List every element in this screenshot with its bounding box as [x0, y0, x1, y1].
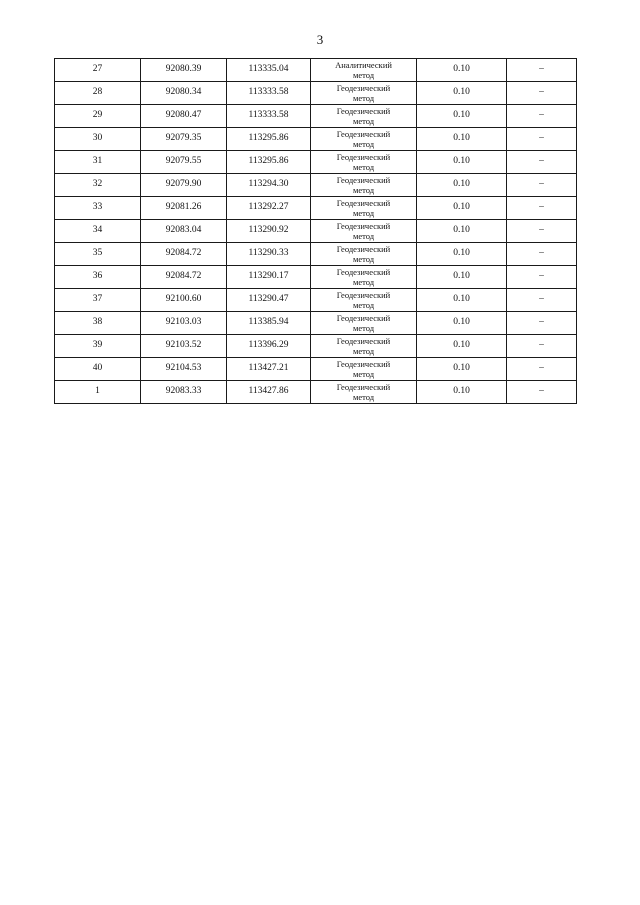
method-line-2: метод [352, 139, 375, 149]
point-number-cell: 30 [55, 128, 141, 151]
x-coordinate-cell: 92079.55 [141, 151, 227, 174]
point-number-cell: 27 [55, 59, 141, 82]
note-cell: – [507, 105, 577, 128]
method-cell [311, 358, 417, 381]
table-row [55, 174, 577, 197]
method-cell [311, 312, 417, 335]
method-line-2: метод [352, 70, 375, 80]
x-coordinate-cell: 92080.47 [141, 105, 227, 128]
y-coordinate-cell: 113294.30 [227, 174, 311, 197]
point-number-cell: 35 [55, 243, 141, 266]
note-cell: – [507, 335, 577, 358]
method-line-2: метод [352, 392, 375, 402]
table-row [55, 381, 577, 404]
x-coordinate-cell: 92079.90 [141, 174, 227, 197]
method-line-2: метод [352, 208, 375, 218]
method-line-2: метод [352, 93, 375, 103]
accuracy-cell: 0.10 [417, 381, 507, 404]
note-cell: – [507, 289, 577, 312]
accuracy-cell: 0.10 [417, 105, 507, 128]
method-line-2: метод [352, 116, 375, 126]
method-line-1: Геодезический [336, 83, 391, 93]
table-row [55, 289, 577, 312]
x-coordinate-cell: 92104.53 [141, 358, 227, 381]
method-line-1: Геодезический [336, 106, 391, 116]
point-number-cell: 28 [55, 82, 141, 105]
method-line-2: метод [352, 346, 375, 356]
y-coordinate-cell: 113396.29 [227, 335, 311, 358]
note-cell: – [507, 220, 577, 243]
table-row [55, 151, 577, 174]
method-cell [311, 197, 417, 220]
note-cell: – [507, 82, 577, 105]
point-number-cell: 29 [55, 105, 141, 128]
y-coordinate-cell: 113290.17 [227, 266, 311, 289]
method-line-1: Геодезический [336, 244, 391, 254]
method-line-2: метод [352, 300, 375, 310]
point-number-cell: 32 [55, 174, 141, 197]
y-coordinate-cell: 113292.27 [227, 197, 311, 220]
method-cell [311, 105, 417, 128]
y-coordinate-cell: 113290.92 [227, 220, 311, 243]
y-coordinate-cell: 113295.86 [227, 151, 311, 174]
method-line-1: Геодезический [336, 267, 391, 277]
point-number-cell: 31 [55, 151, 141, 174]
x-coordinate-cell: 92083.04 [141, 220, 227, 243]
accuracy-cell: 0.10 [417, 335, 507, 358]
accuracy-cell: 0.10 [417, 312, 507, 335]
point-number-cell: 38 [55, 312, 141, 335]
method-line-2: метод [352, 185, 375, 195]
method-line-1: Аналитический [335, 60, 392, 70]
table-row [55, 358, 577, 381]
accuracy-cell: 0.10 [417, 266, 507, 289]
method-line-1: Геодезический [336, 175, 391, 185]
method-line-1: Геодезический [336, 359, 391, 369]
note-cell: – [507, 59, 577, 82]
method-cell [311, 289, 417, 312]
note-cell: – [507, 312, 577, 335]
method-line-2: метод [352, 162, 375, 172]
accuracy-cell: 0.10 [417, 220, 507, 243]
point-number-cell: 37 [55, 289, 141, 312]
method-cell [311, 266, 417, 289]
accuracy-cell: 0.10 [417, 82, 507, 105]
x-coordinate-cell: 92081.26 [141, 197, 227, 220]
coordinates-table [54, 58, 577, 404]
method-line-2: метод [352, 277, 375, 287]
method-line-1: Геодезический [336, 290, 391, 300]
table-row [55, 266, 577, 289]
table-row [55, 105, 577, 128]
method-cell [311, 381, 417, 404]
point-number-cell: 39 [55, 335, 141, 358]
x-coordinate-cell: 92100.60 [141, 289, 227, 312]
accuracy-cell: 0.10 [417, 197, 507, 220]
method-line-2: метод [352, 369, 375, 379]
point-number-cell: 33 [55, 197, 141, 220]
method-line-1: Геодезический [336, 198, 391, 208]
method-cell [311, 335, 417, 358]
method-cell [311, 128, 417, 151]
y-coordinate-cell: 113335.04 [227, 59, 311, 82]
point-number-cell: 36 [55, 266, 141, 289]
method-cell [311, 82, 417, 105]
note-cell: – [507, 266, 577, 289]
table-row [55, 128, 577, 151]
note-cell: – [507, 128, 577, 151]
method-cell [311, 151, 417, 174]
accuracy-cell: 0.10 [417, 358, 507, 381]
method-line-2: метод [352, 254, 375, 264]
x-coordinate-cell: 92084.72 [141, 243, 227, 266]
accuracy-cell: 0.10 [417, 174, 507, 197]
point-number-cell: 34 [55, 220, 141, 243]
y-coordinate-cell: 113333.58 [227, 105, 311, 128]
y-coordinate-cell: 113427.21 [227, 358, 311, 381]
note-cell: – [507, 243, 577, 266]
y-coordinate-cell: 113290.47 [227, 289, 311, 312]
table-row [55, 312, 577, 335]
method-line-1: Геодезический [336, 382, 391, 392]
x-coordinate-cell: 92084.72 [141, 266, 227, 289]
method-line-1: Геодезический [336, 152, 391, 162]
x-coordinate-cell: 92103.52 [141, 335, 227, 358]
note-cell: – [507, 197, 577, 220]
table-row [55, 243, 577, 266]
accuracy-cell: 0.10 [417, 128, 507, 151]
x-coordinate-cell: 92079.35 [141, 128, 227, 151]
y-coordinate-cell: 113427.86 [227, 381, 311, 404]
method-line-2: метод [352, 231, 375, 241]
point-number-cell: 1 [55, 381, 141, 404]
y-coordinate-cell: 113385.94 [227, 312, 311, 335]
method-line-1: Геодезический [336, 129, 391, 139]
x-coordinate-cell: 92083.33 [141, 381, 227, 404]
x-coordinate-cell: 92080.39 [141, 59, 227, 82]
note-cell: – [507, 358, 577, 381]
method-line-1: Геодезический [336, 313, 391, 323]
table-row [55, 59, 577, 82]
coordinates-table-body [55, 59, 577, 404]
table-row [55, 82, 577, 105]
x-coordinate-cell: 92103.03 [141, 312, 227, 335]
page-number: 3 [316, 32, 324, 47]
method-cell [311, 220, 417, 243]
x-coordinate-cell: 92080.34 [141, 82, 227, 105]
note-cell: – [507, 174, 577, 197]
method-cell [311, 59, 417, 82]
y-coordinate-cell: 113333.58 [227, 82, 311, 105]
table-row [55, 335, 577, 358]
method-cell [311, 174, 417, 197]
note-cell: – [507, 381, 577, 404]
method-line-1: Геодезический [336, 336, 391, 346]
accuracy-cell: 0.10 [417, 151, 507, 174]
method-cell [311, 243, 417, 266]
table-row [55, 197, 577, 220]
y-coordinate-cell: 113290.33 [227, 243, 311, 266]
point-number-cell: 40 [55, 358, 141, 381]
accuracy-cell: 0.10 [417, 289, 507, 312]
method-line-2: метод [352, 323, 375, 333]
accuracy-cell: 0.10 [417, 243, 507, 266]
accuracy-cell: 0.10 [417, 59, 507, 82]
method-line-1: Геодезический [336, 221, 391, 231]
table-row [55, 220, 577, 243]
y-coordinate-cell: 113295.86 [227, 128, 311, 151]
note-cell: – [507, 151, 577, 174]
